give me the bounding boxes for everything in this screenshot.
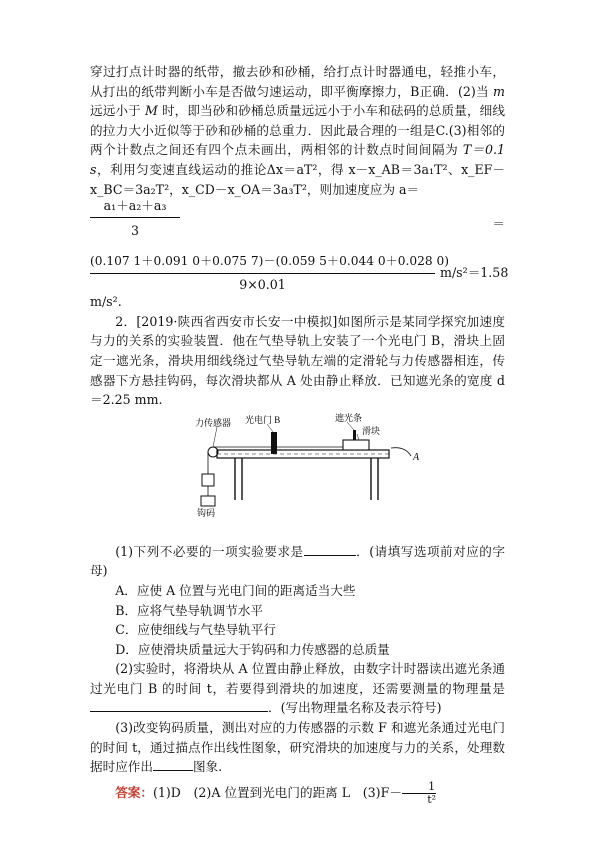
numeric-numerator: (0.107 1＋0.091 0＋0.075 7)－(0.059 5＋0.044 0＋0.028 0)	[90, 252, 435, 274]
part-1-text: (1)下列不必要的一项实验要求是	[115, 543, 304, 559]
label-sensor: 力传感器	[195, 417, 232, 428]
apparatus-figure	[90, 412, 505, 538]
part-1-tail: ．(请填写选项前对应的字母)	[90, 543, 505, 579]
label-strip: 遮光条	[335, 412, 363, 423]
symbol-M: M	[144, 103, 158, 119]
force-sensor-box	[202, 474, 214, 486]
light-strip	[353, 430, 356, 440]
answer-fraction-numerator: 1	[402, 781, 436, 794]
document-page	[90, 62, 509, 806]
part-3-question	[90, 718, 505, 777]
label-slider: 滑块	[362, 425, 381, 436]
option-c: C．应使细线与气垫导轨平行	[115, 622, 276, 638]
question-2-intro: 2．[2019·陕西省西安市长安一中模拟]如图所示是某同学探究加速度与力的关系的实验装置．他在气垫导轨上安装了一个光电门 B，滑块上固定一遮光条，滑块用细线绕过气垫导轨左端的定滑轮与力传感器相连，传感器下方悬挂钩码，每次滑块都从 A 处由静止释放．已知遮光条的宽度 d＝2.25 mm.	[90, 313, 505, 408]
average-denominator: 3	[130, 222, 139, 238]
answer-line	[90, 781, 505, 806]
answer-blank-3[interactable]	[153, 758, 193, 771]
relations-text: －x_AB＝3a₁T²、x_EF－x_BC＝3a₂T²，x_CD－x_OA＝3a₃T²，则加速度应为 a＝	[90, 161, 505, 197]
numeric-result: m/s²＝1.58	[440, 265, 509, 281]
solution-text-2: 远远小于	[90, 103, 145, 119]
part-2-question	[90, 659, 505, 718]
weight-box	[201, 496, 215, 506]
slider-block	[343, 440, 369, 450]
answer-label: 答案：	[115, 784, 153, 800]
part-1-question	[90, 542, 505, 581]
solution-text-1: 穿过打点计时器的纸带，撤去砂和砂桶，给打点计时器通电，轻推小车，从打出的纸带判断小车是否做匀速运动，即平衡摩擦力，B正确．(2)当	[90, 64, 505, 99]
part-3-text: (3)改变钩码质量，测出对应的力传感器的示数 F 和遮光条通过光电门的时间 t，通过描点作出线性图象，研究滑块的加速度与力的关系，处理数据时应作出	[90, 720, 505, 775]
leader-strip	[347, 422, 354, 430]
label-weight: 钩码	[197, 507, 216, 518]
air-track-diagram	[187, 412, 437, 536]
equals-sign: ＝	[492, 216, 505, 232]
part-2-text: (2)实验时，将滑块从 A 位置由静止释放，由数字计时器读出遮光条通过光电门 B 的时间 t，若要得到滑块的加速度，还需要测量的物理量是	[90, 661, 505, 696]
part-2-tail: ．(写出物理量名称及表示符号)	[268, 700, 442, 716]
option-b: B．应将气垫导轨调节水平	[115, 602, 263, 618]
answer-body: (1)D (2)A 位置到光电门的距离 L (3)F－	[152, 784, 402, 800]
answer-fraction-denominator: t²	[427, 792, 437, 806]
option-d: D．应使滑块质量远大于钩码和力传感器的总质量	[115, 641, 390, 657]
answer-fraction	[402, 781, 436, 806]
period-value: T＝0.1 s	[90, 142, 505, 177]
leader-sensor	[213, 427, 217, 447]
solution-text-4: ，利用匀变速直线运动的推论Δx＝aT²，得 x	[96, 161, 356, 177]
previous-solution	[90, 62, 505, 199]
label-gate: 光电门 B	[245, 414, 281, 425]
symbol-m: m	[493, 83, 505, 99]
part-3-tail: 图象.	[192, 759, 223, 775]
numeric-denominator: 9×0.01	[239, 276, 286, 292]
arrow-A	[391, 447, 411, 455]
average-numerator: a₁＋a₂＋a₃	[90, 196, 180, 218]
acceleration-formula	[90, 200, 505, 252]
answer-blank-1[interactable]	[304, 543, 356, 556]
final-unit: m/s².	[90, 294, 122, 310]
leader-slider	[357, 434, 359, 440]
option-a: A．应使 A 位置与光电门间的距离适当大些	[115, 582, 356, 598]
average-fraction	[90, 196, 180, 240]
leader-gate	[267, 424, 273, 432]
numeric-formula	[90, 252, 509, 292]
solution-text-3: 时，即当砂和砂桶总质量远远小于小车和砝码的总质量，细线的拉力大小近似等于砂和砂桶的总重力．因此最合理的一组是C.(3)相邻的两个计数点之间还有四个点未画出，两相邻的计数点时间间隔为	[90, 103, 505, 158]
answer-blank-2[interactable]	[90, 699, 268, 712]
label-A: A	[413, 451, 420, 463]
photogate-icon	[271, 432, 277, 454]
numeric-fraction	[90, 252, 450, 294]
